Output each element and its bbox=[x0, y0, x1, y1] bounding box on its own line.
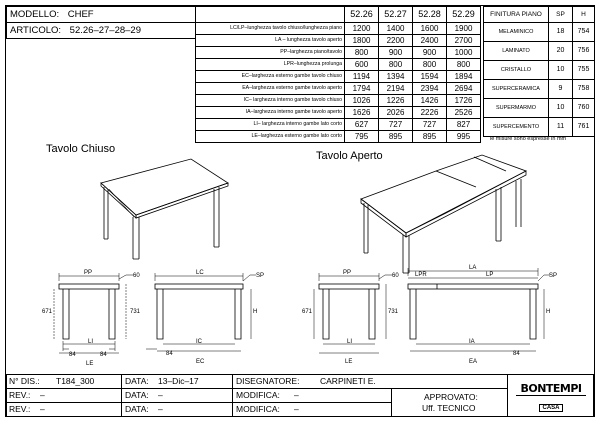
elevation-open-side bbox=[314, 273, 392, 353]
spec-corner bbox=[195, 6, 345, 23]
rev1-value: – bbox=[40, 390, 45, 400]
bontempi-logo bbox=[516, 382, 586, 414]
articolo-box bbox=[6, 22, 196, 39]
finish-row-h: 761 bbox=[572, 117, 595, 137]
spec-row-label: LPR–lunghezza prolunga bbox=[195, 58, 345, 71]
spec-row-value: 1794 bbox=[344, 82, 379, 95]
dim-pp-open: PP bbox=[343, 270, 352, 276]
spec-row-label: EA–larghezza esterno gambe tavolo aperto bbox=[195, 82, 345, 95]
spec-row-value: 795 bbox=[344, 130, 379, 143]
dim-li-closed: LI bbox=[88, 339, 94, 345]
units-note: le misure sono espresse in mm bbox=[490, 136, 567, 142]
articolo-label: ARTICOLO: bbox=[10, 25, 62, 36]
dim-731-closed: 731 bbox=[130, 309, 141, 315]
spec-row-value: 727 bbox=[412, 118, 447, 131]
spec-row-value: 1426 bbox=[412, 94, 447, 107]
logo-wordmark: BONTEMPI bbox=[516, 382, 586, 396]
technical-drawing bbox=[6, 141, 594, 381]
dim-sp-open: SP bbox=[549, 273, 558, 279]
closed-view-title: Tavolo Chiuso bbox=[46, 143, 116, 155]
dim-pp-closed: PP bbox=[84, 270, 93, 276]
data2-value: – bbox=[158, 390, 163, 400]
dim-la: LA bbox=[469, 265, 477, 271]
finish-row-sp: 10 bbox=[548, 98, 573, 118]
finish-row-h: 755 bbox=[572, 60, 595, 80]
spec-row-value: 2394 bbox=[412, 82, 447, 95]
dim-671-closed: 671 bbox=[42, 309, 53, 315]
finish-row-sp: 10 bbox=[548, 60, 573, 80]
dim-lp: LP bbox=[486, 272, 494, 278]
spec-row-value: 1400 bbox=[378, 22, 413, 35]
finish-row-h: 758 bbox=[572, 79, 595, 99]
spec-row-value: 895 bbox=[378, 130, 413, 143]
dim-li-open: LI bbox=[347, 339, 353, 345]
spec-table bbox=[195, 6, 481, 143]
disegnatore-value: CARPINETI E. bbox=[320, 376, 376, 386]
drawing-sheet bbox=[5, 5, 595, 417]
elevation-closed-side bbox=[54, 273, 133, 353]
spec-col-header: 52.29 bbox=[446, 6, 481, 23]
modello-box bbox=[6, 6, 196, 23]
spec-row-value: 1726 bbox=[446, 94, 481, 107]
spec-row-value: 900 bbox=[378, 46, 413, 59]
spec-row-value: 1800 bbox=[344, 34, 379, 47]
data3-value: – bbox=[158, 404, 163, 414]
data1-value: 13–Dic–17 bbox=[158, 376, 199, 386]
spec-row-value: 1900 bbox=[446, 22, 481, 35]
dim-671-open: 671 bbox=[302, 309, 313, 315]
modifica1-label: MODIFICA: bbox=[236, 390, 280, 400]
modifica2-label: MODIFICA: bbox=[236, 404, 280, 414]
finish-row-name: LAMINATO bbox=[483, 41, 549, 61]
spec-row-value: 2694 bbox=[446, 82, 481, 95]
spec-row-value: 2526 bbox=[446, 106, 481, 119]
spec-col-header: 52.27 bbox=[378, 6, 413, 23]
modifica1-value: – bbox=[294, 390, 299, 400]
dim-ea: EA bbox=[469, 359, 478, 365]
dim-84d: 84 bbox=[513, 351, 520, 357]
spec-row-value: 2400 bbox=[412, 34, 447, 47]
spec-row-value: 600 bbox=[344, 58, 379, 71]
finish-row-sp: 9 bbox=[548, 79, 573, 99]
dim-h-open: H bbox=[546, 309, 551, 315]
spec-row-label: IA–larghezza interno gambe tavolo aperto bbox=[195, 106, 345, 119]
spec-col-header: 52.28 bbox=[412, 6, 447, 23]
spec-row-value: 1226 bbox=[378, 94, 413, 107]
spec-row-value: 2194 bbox=[378, 82, 413, 95]
spec-row-label: IC– larghezza interno gambe tavolo chiuso bbox=[195, 94, 345, 107]
finish-row-name: CRISTALLO bbox=[483, 60, 549, 80]
dim-lpr: LPR bbox=[415, 272, 427, 278]
dim-le-open: LE bbox=[345, 359, 353, 365]
open-table-isometric bbox=[361, 155, 526, 273]
finish-row-name: MELAMINICO bbox=[483, 22, 549, 42]
finish-row-sp: 20 bbox=[548, 41, 573, 61]
spec-row-label: LE–larghezza esterno gambe lato corto bbox=[195, 130, 345, 143]
finish-table bbox=[483, 6, 596, 136]
spec-row-value: 800 bbox=[446, 58, 481, 71]
dim-60-open: 60 bbox=[392, 273, 399, 279]
data2-label: DATA: bbox=[125, 390, 149, 400]
spec-row-value: 827 bbox=[446, 118, 481, 131]
dim-84b: 84 bbox=[100, 352, 107, 358]
spec-row-value: 2700 bbox=[446, 34, 481, 47]
spec-row-value: 800 bbox=[344, 46, 379, 59]
finish-row-name: SUPERCERAMICA bbox=[483, 79, 549, 99]
title-block bbox=[6, 374, 594, 417]
spec-row-label: LI– larghezza interno gambe lato corto bbox=[195, 118, 345, 131]
spec-row-value: 1194 bbox=[344, 70, 379, 83]
finish-header-h: H bbox=[572, 6, 595, 23]
spec-row-value: 1200 bbox=[344, 22, 379, 35]
ndis-value: T184_300 bbox=[56, 376, 95, 386]
finish-row-name: SUPERMARMO bbox=[483, 98, 549, 118]
dim-84c: 84 bbox=[166, 351, 173, 357]
disegnatore-label: DISEGNATORE: bbox=[236, 376, 300, 386]
spec-row-value: 995 bbox=[446, 130, 481, 143]
spec-row-value: 800 bbox=[378, 58, 413, 71]
dim-ic: IC bbox=[196, 339, 202, 345]
spec-col-header: 52.26 bbox=[344, 6, 379, 23]
finish-row-sp: 11 bbox=[548, 117, 573, 137]
dim-sp-closed: SP bbox=[256, 273, 265, 279]
open-view-title: Tavolo Aperto bbox=[316, 150, 383, 162]
modifica2-value: – bbox=[294, 404, 299, 414]
approvato-value: Uff. TECNICO bbox=[422, 403, 476, 413]
spec-row-value: 1594 bbox=[412, 70, 447, 83]
rev1-label: REV.: bbox=[9, 390, 31, 400]
dim-lc: LC bbox=[196, 270, 204, 276]
finish-row-h: 754 bbox=[572, 22, 595, 42]
spec-row-value: 627 bbox=[344, 118, 379, 131]
spec-row-label: LA – lunghezza tavolo aperto bbox=[195, 34, 345, 47]
finish-row-sp: 18 bbox=[548, 22, 573, 42]
finish-row-name: SUPERCEMENTO bbox=[483, 117, 549, 137]
spec-row-value: 727 bbox=[378, 118, 413, 131]
spec-row-label: LC/LP–lunghezza tavolo chiuso/lunghezza piano bbox=[195, 22, 345, 35]
spec-row-value: 1626 bbox=[344, 106, 379, 119]
articolo-value: 52.26–27–28–29 bbox=[69, 25, 141, 36]
dim-731-open: 731 bbox=[388, 309, 399, 315]
finish-row-h: 756 bbox=[572, 41, 595, 61]
dim-ia: IA bbox=[469, 339, 475, 345]
spec-row-value: 1600 bbox=[412, 22, 447, 35]
rev2-label: REV.: bbox=[9, 404, 31, 414]
finish-header: FINITURA PIANO bbox=[483, 6, 549, 23]
finish-header-sp: SP bbox=[548, 6, 573, 23]
spec-row-label: EC–larghezza esterno gambe tavolo chiuso bbox=[195, 70, 345, 83]
data3-label: DATA: bbox=[125, 404, 149, 414]
logo-sub: CASA bbox=[539, 404, 562, 412]
ndis-label: N° DIS.: bbox=[9, 376, 40, 386]
approvato-label: APPROVATO: bbox=[424, 392, 478, 402]
dim-60-closed: 60 bbox=[133, 273, 140, 279]
dim-h-closed: H bbox=[253, 309, 258, 315]
spec-row-value: 1000 bbox=[446, 46, 481, 59]
spec-row-value: 1026 bbox=[344, 94, 379, 107]
modello-value: CHEF bbox=[67, 9, 94, 20]
spec-row-value: 800 bbox=[412, 58, 447, 71]
dim-84a: 84 bbox=[69, 352, 76, 358]
modello-label: MODELLO: bbox=[10, 9, 60, 20]
spec-row-value: 895 bbox=[412, 130, 447, 143]
spec-row-label: PP–larghezza piano/tavolo bbox=[195, 46, 345, 59]
elevation-open-front bbox=[408, 268, 550, 351]
dim-le-closed: LE bbox=[86, 361, 94, 367]
spec-row-value: 2226 bbox=[412, 106, 447, 119]
closed-table-isometric bbox=[101, 159, 228, 259]
spec-row-value: 2026 bbox=[378, 106, 413, 119]
dim-ec: EC bbox=[196, 359, 205, 365]
spec-row-value: 900 bbox=[412, 46, 447, 59]
rev2-value: – bbox=[40, 404, 45, 414]
data1-label: DATA: bbox=[125, 376, 149, 386]
spec-row-value: 1894 bbox=[446, 70, 481, 83]
finish-row-h: 760 bbox=[572, 98, 595, 118]
spec-row-value: 2200 bbox=[378, 34, 413, 47]
spec-row-value: 1394 bbox=[378, 70, 413, 83]
